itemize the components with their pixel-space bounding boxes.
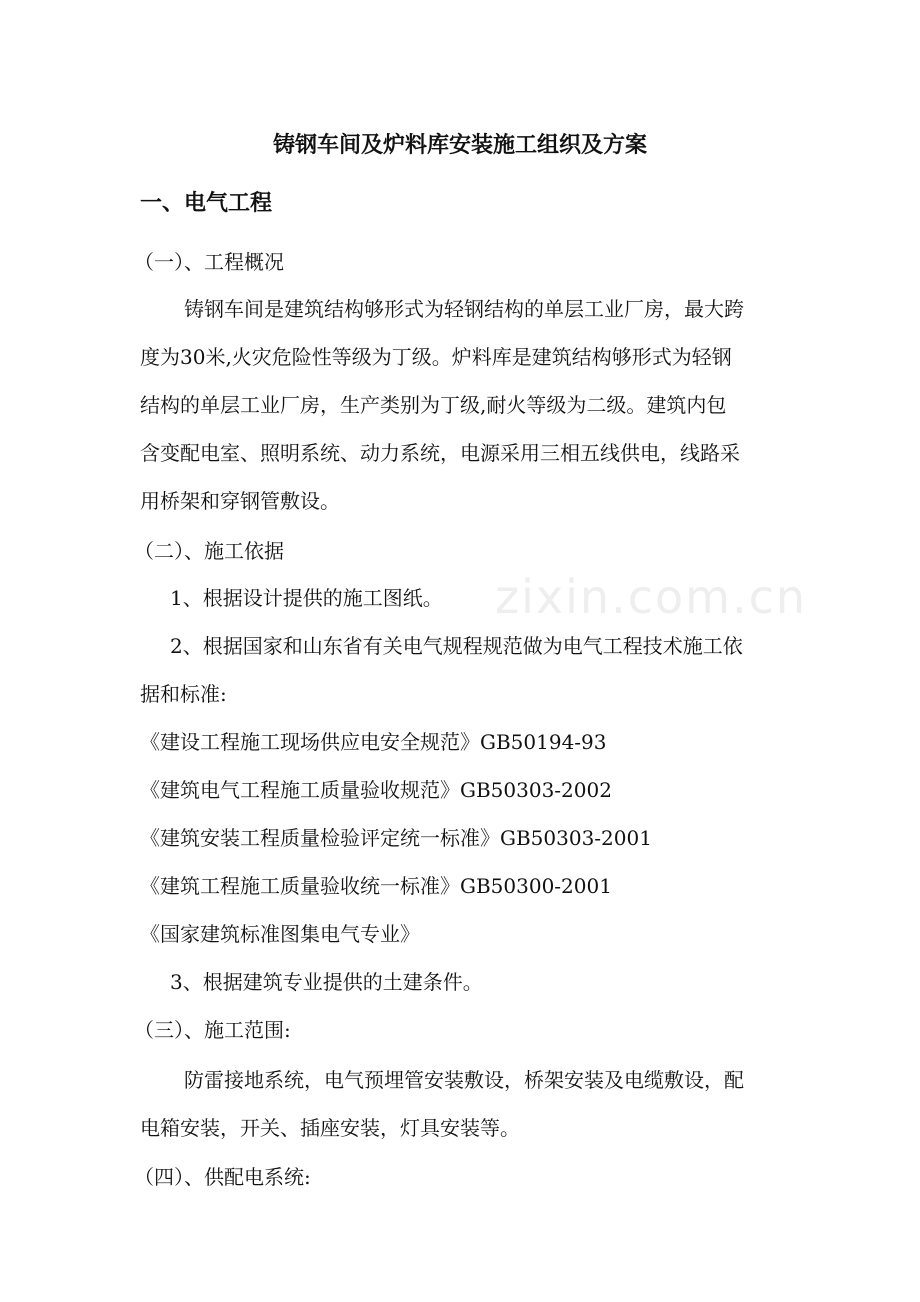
standard-item: 《建筑电气工程施工质量验收规范》GB50303-2002 [140, 778, 612, 802]
overview-line-5: 用桥架和穿钢管敷设。 [140, 489, 340, 513]
subsection-heading-3: （三）、施工范围: [134, 1018, 291, 1042]
subsection-heading-4: （四）、供配电系统: [134, 1165, 311, 1189]
basis-item-3: 3、根据建筑专业提供的土建条件。 [170, 970, 483, 994]
standard-item: 《国家建筑标准图集电气专业》 [140, 922, 420, 946]
overview-line-3: 结构的单层工业厂房，生产类别为丁级,耐火等级为二级。建筑内包 [140, 393, 727, 417]
overview-line-1: 铸钢车间是建筑结构够形式为轻钢结构的单层工业厂房，最大跨 [184, 297, 744, 321]
standard-item: 《建设工程施工现场供应电安全规范》GB50194-93 [140, 730, 607, 754]
scope-line-2: 电箱安装，开关、插座安装，灯具安装等。 [140, 1116, 520, 1140]
subsection-heading-2: （二）、施工依据 [134, 539, 284, 563]
scope-line-1: 防雷接地系统，电气预埋管安装敷设，桥架安装及电缆敷设，配 [184, 1068, 744, 1092]
section-heading: 一、电气工程 [140, 191, 273, 216]
basis-item-2-line-2: 据和标准: [140, 682, 227, 706]
standard-item: 《建筑安装工程质量检验评定统一标准》GB50303-2001 [140, 826, 652, 850]
subsection-heading-1: （一）、工程概况 [134, 250, 284, 274]
basis-item-2-line-1: 2、根据国家和山东省有关电气规程规范做为电气工程技术施工依 [170, 634, 743, 658]
basis-item-1: 1、根据设计提供的施工图纸。 [170, 586, 443, 610]
overview-line-2: 度为30米,火灾危险性等级为丁级。炉料库是建筑结构够形式为轻钢 [140, 345, 732, 369]
standard-item: 《建筑工程施工质量验收统一标准》GB50300-2001 [140, 874, 612, 898]
overview-line-4: 含变配电室、照明系统、动力系统，电源采用三相五线供电，线路采 [140, 441, 740, 465]
document-title: 铸钢车间及炉料库安装施工组织及方案 [272, 133, 647, 158]
watermark: zixin.com.cn [495, 570, 808, 624]
